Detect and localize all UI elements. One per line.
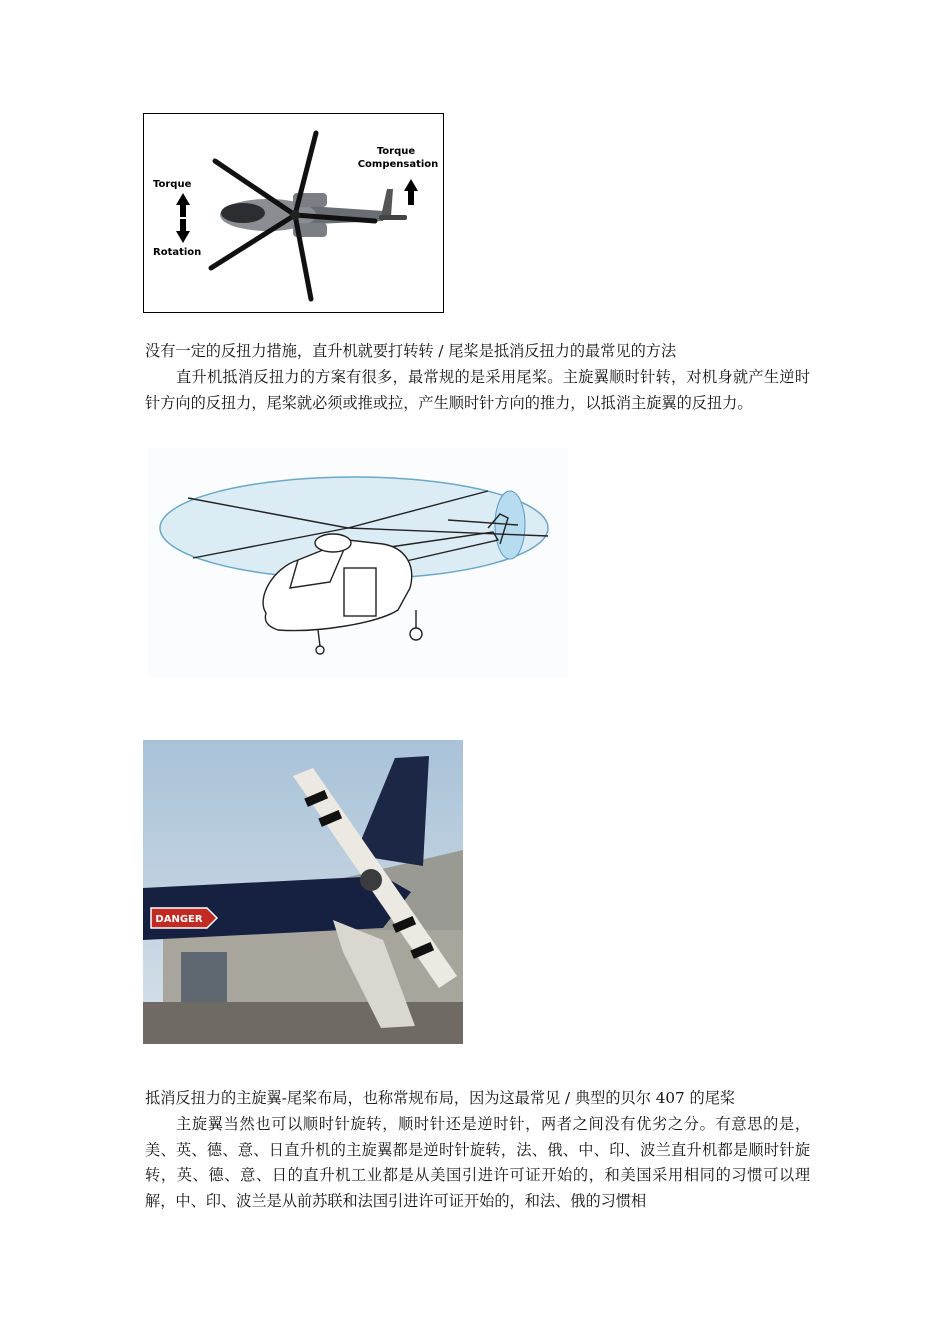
helicopter-rotor-disc-figure bbox=[148, 448, 568, 678]
rotor-hub bbox=[290, 210, 300, 220]
torque-compensation-label-line2: Compensation bbox=[357, 159, 439, 170]
danger-sign-text: DANGER bbox=[155, 914, 203, 925]
torque-compensation-label-line1: Torque bbox=[376, 146, 416, 157]
caption-1: 没有一定的反扭力措施，直升机就要打转转 / 尾桨是抵消反扭力的最常见的方法 bbox=[145, 342, 677, 360]
hangar-window bbox=[181, 952, 227, 1002]
tail-rotor-photo-svg bbox=[143, 740, 463, 1044]
engine-housing bbox=[315, 534, 351, 552]
bell-407-tail-rotor-photo bbox=[143, 740, 463, 1044]
cockpit bbox=[221, 203, 265, 223]
paragraph-1: 直升机抵消反扭力的方案有很多，最常规的是采用尾桨。主旋翼顺时针转，对机身就产生逆时针方向的反扭力，尾桨就必须或推或拉，产生顺时针方向的推力，以抵消主旋翼的反扭力。 bbox=[145, 368, 810, 412]
paragraph-2: 主旋翼当然也可以顺时针旋转，顺时针还是逆时针，两者之间没有优劣之分。有意思的是，美、英、德、意、日直升机的主旋翼都是逆时针旋转，法、俄、中、印、波兰直升机都是顺时针旋转，英、德、意、日的直升机工业都是从美国引进许可证开始的，和美国采用相同的习惯可以理解，中、印、波兰是从前苏联和法国引进许可证开始的，和法、俄的习惯相 bbox=[145, 1115, 810, 1210]
landing-gear-wheel bbox=[410, 628, 422, 640]
rotation-label: Rotation bbox=[153, 247, 202, 258]
tarmac bbox=[143, 1002, 463, 1044]
landing-gear-wheel bbox=[316, 646, 324, 654]
torque-diagram-svg bbox=[143, 113, 444, 313]
torque-diagram-figure bbox=[143, 113, 444, 313]
torque-label: Torque bbox=[153, 179, 192, 190]
caption-2: 抵消反扭力的主旋翼-尾桨布局，也称常规布局，因为这最常见 / 典型的贝尔 407 的尾桨 bbox=[145, 1089, 736, 1107]
tail-rotor-hub bbox=[360, 869, 382, 891]
landing-gear bbox=[318, 630, 320, 646]
helicopter-drawing-svg bbox=[148, 448, 568, 678]
tail-stabilizer bbox=[379, 215, 407, 220]
